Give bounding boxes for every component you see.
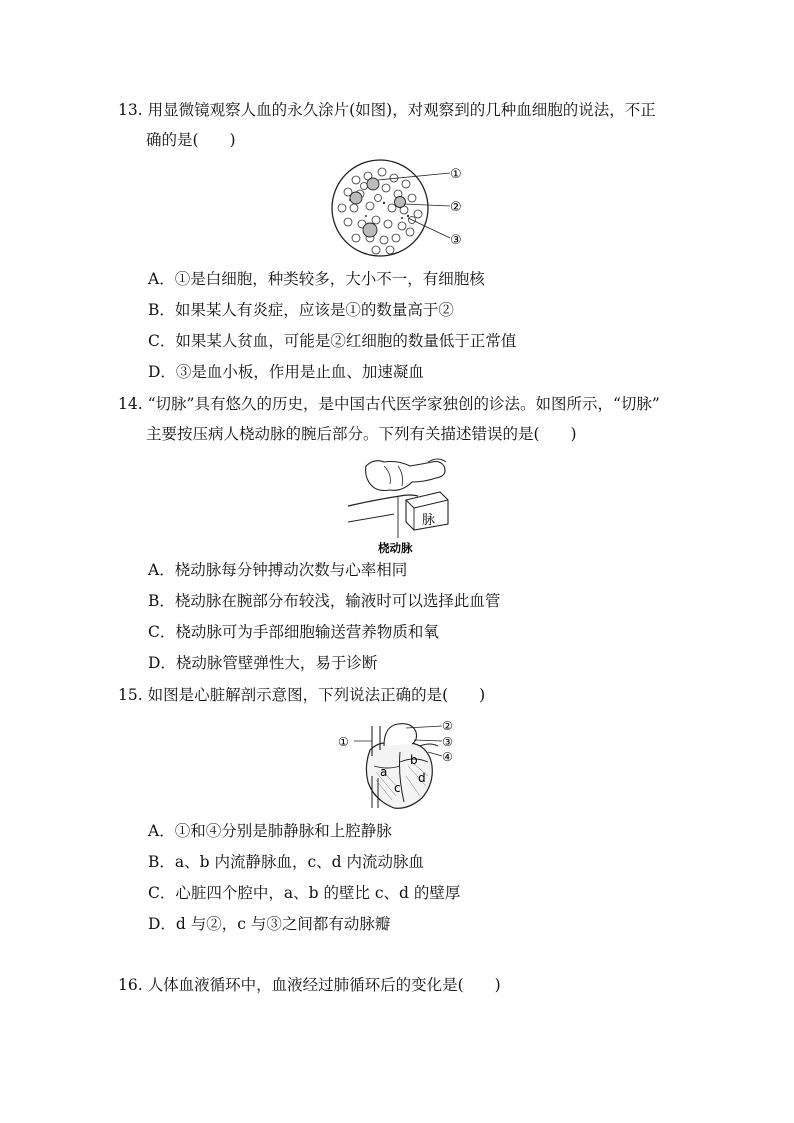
label-1: ① — [338, 735, 349, 749]
radial-artery-caption: 桡动脉 — [378, 541, 413, 555]
question-number: 13. — [118, 101, 143, 119]
question-stem-line2: 确的是( ) — [146, 131, 236, 149]
question-stem-line1: “切脉”具有悠久的历史，是中国古代医学家独创的诊法。如图所示，“切脉” — [147, 395, 660, 413]
question-13 — [118, 95, 698, 155]
option-d: D．③是血小板，作用是止血、加速凝血 — [148, 363, 424, 381]
question-stem-line1: 用显微镜观察人血的永久涂片(如图)，对观察到的几种血细胞的说法，不正 — [147, 101, 656, 119]
question-stem-line2: 主要按压病人桡动脉的腕后部分。下列有关描述错误的是( ) — [146, 425, 577, 443]
question-stem-line1: 如图是心脏解剖示意图，下列说法正确的是( ) — [147, 686, 486, 704]
hand-outline — [366, 461, 445, 491]
option-b: B．a、b 内流静脉血，c、d 内流动脉血 — [148, 853, 425, 871]
option-c: C．如果某人贫血，可能是②红细胞的数量低于正常值 — [148, 332, 517, 350]
aorta — [384, 724, 417, 746]
question-14 — [118, 389, 698, 449]
wrist-pillow — [406, 492, 448, 530]
question-number: 16. — [118, 976, 143, 994]
heart-anatomy-figure — [334, 716, 460, 812]
option-c: C．心脏四个腔中，a、b 的壁比 c、d 的壁厚 — [148, 884, 461, 902]
pillow-label: 脉 — [422, 513, 436, 528]
pulse-diagnosis-figure — [344, 452, 456, 556]
question-number: 15. — [118, 686, 143, 704]
label-2: ② — [450, 200, 462, 215]
label-2: ② — [442, 719, 453, 733]
option-d: D．d 与②，c 与③之间都有动脉瓣 — [148, 915, 391, 933]
label-3: ③ — [450, 233, 462, 248]
option-a: A．①是白细胞，种类较多，大小不一，有细胞核 — [148, 270, 485, 288]
chamber-b: b — [410, 753, 418, 767]
chamber-d: d — [418, 771, 426, 785]
option-a: A．桡动脉每分钟搏动次数与心率相同 — [148, 561, 408, 579]
blood-smear-figure — [326, 158, 476, 260]
label-3: ③ — [442, 735, 453, 749]
label-1: ① — [450, 167, 462, 182]
question-16 — [118, 970, 698, 1000]
option-a: A．①和④分别是肺静脉和上腔静脉 — [148, 822, 392, 840]
question-15 — [118, 680, 698, 710]
label-4: ④ — [442, 750, 453, 764]
question-number: 14. — [118, 395, 143, 413]
option-c: C．桡动脉可为手部细胞输送营养物质和氧 — [148, 623, 439, 641]
chamber-c: c — [394, 781, 401, 795]
option-d: D．桡动脉管壁弹性大，易于诊断 — [148, 654, 378, 672]
option-b: B．桡动脉在腕部分布较浅，输液时可以选择此血管 — [148, 592, 501, 610]
option-b: B．如果某人有炎症，应该是①的数量高于② — [148, 301, 454, 319]
chamber-a: a — [380, 765, 388, 779]
question-stem-line1: 人体血液循环中，血液经过肺循环后的变化是( ) — [147, 976, 501, 994]
